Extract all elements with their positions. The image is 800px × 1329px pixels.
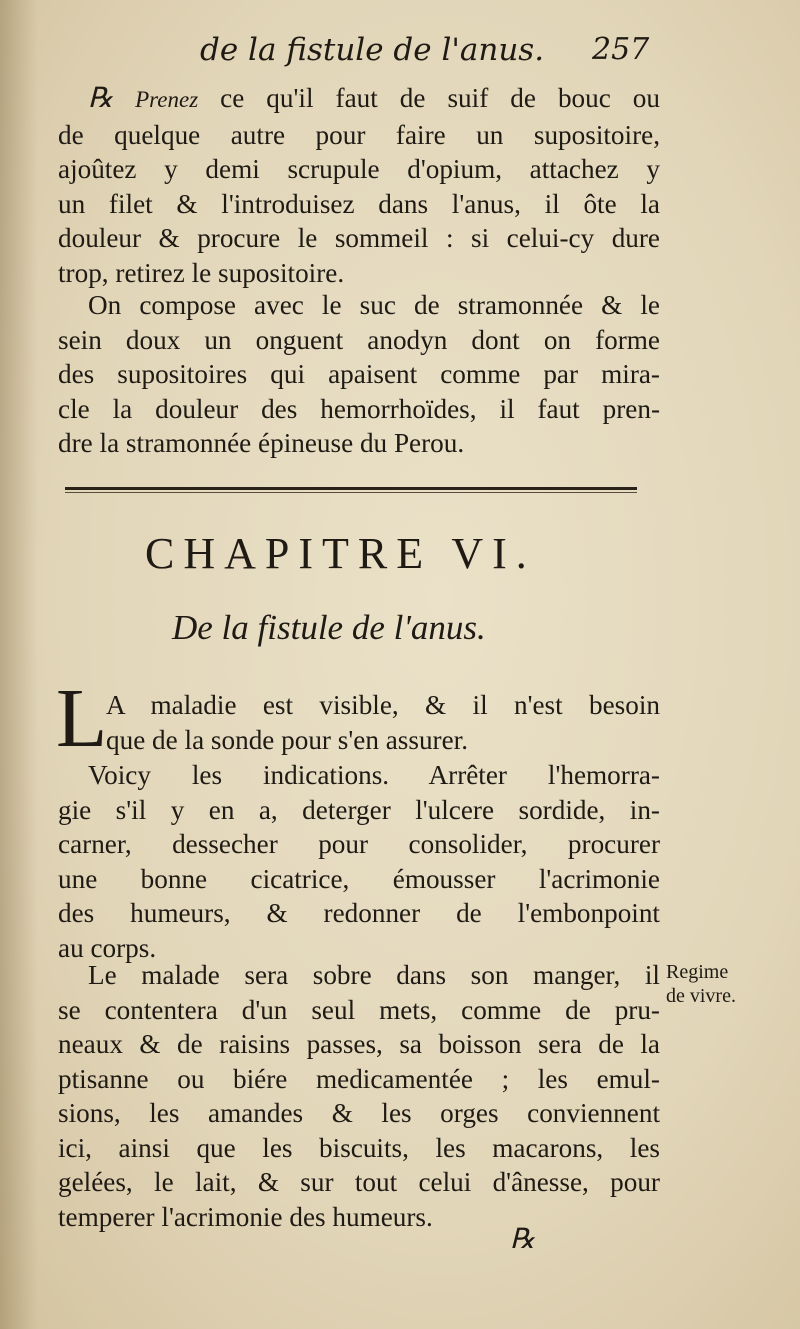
page-header [0, 28, 800, 78]
regimen-line: neaux & de raisins passes, sa boisson sera de la [58, 1029, 660, 1059]
regimen-line: ici, ainsi que les biscuits, les macarons, les [58, 1132, 660, 1163]
regimen-line: gelées, le lait, & sur tout celui d'ânesse, pour [58, 1167, 660, 1197]
regimen-line: temperer l'acrimonie des humeurs. [58, 1201, 433, 1232]
indications-line: des humeurs, & redonner de l'embonpoint [58, 898, 660, 928]
stramonium-paragraph [58, 288, 660, 461]
margin-note-line: de vivre. [666, 985, 736, 1007]
chapter-heading: CHAPITRE VI. [145, 529, 536, 578]
stramonium-line: dre la stramonnée épineuse du Perou. [58, 428, 465, 458]
recipe-line: un filet & l'introduisez dans l'anus, il ôte la [58, 188, 660, 219]
regimen-paragraph [58, 958, 660, 1234]
section-divider [65, 487, 637, 490]
recipe-line: ajoûtez y demi scrupule d'opium, attachez y [58, 154, 660, 184]
indications-line: une bonne cicatrice, émousser l'acrimonie [58, 863, 660, 894]
recipe-line: ℞ Prenez ce qu'il faut de suif de bouc ou [88, 83, 660, 114]
regimen-line: se contentera d'un seul mets, comme de pru- [58, 994, 660, 1025]
regimen-line: Le malade sera sobre dans son manger, il [88, 960, 660, 990]
indications-paragraph [58, 758, 660, 965]
first-paragraph-line: que de la sonde pour s'en assurer. [106, 724, 469, 755]
indications-line: carner, dessecher pour consolider, procurer [58, 829, 660, 859]
gutter-shadow [0, 0, 38, 1329]
recipe-paragraph [58, 81, 660, 290]
stramonium-line: On compose avec le suc de stramonnée & le [88, 290, 660, 320]
page-number: 257 [592, 32, 650, 67]
rx-symbol: ℞ [88, 83, 114, 114]
first-paragraph [106, 688, 660, 757]
recipe-line: de quelque autre pour faire un supositoire, [58, 119, 660, 150]
running-title: de la fistule de l'anus. [200, 32, 545, 68]
margin-note-line: Regime [666, 961, 729, 983]
section-divider-thin [65, 492, 637, 493]
drop-cap: L [56, 672, 108, 765]
stramonium-line: cle la douleur des hemorrhoïdes, il faut pren- [58, 393, 660, 424]
regimen-line: ptisanne ou biére medicamentée ; les emul- [58, 1063, 660, 1094]
indications-line: au corps. [58, 932, 157, 963]
recipe-line: douleur & procure le sommeil : si celui-cy dure [58, 223, 660, 253]
first-paragraph-line: A maladie est visible, & il n'est besoin [106, 690, 660, 720]
chapter-subtitle: De la fistule de l'anus. [172, 608, 486, 647]
regimen-line: sions, les amandes & les orges conviennent [58, 1098, 660, 1128]
catchword: ℞ [510, 1224, 536, 1255]
recipe-line: trop, retirez le supositoire. [58, 257, 345, 288]
stramonium-line: sein doux un onguent anodyn dont on forme [58, 324, 660, 355]
indications-line: gie s'il y en a, deterger l'ulcere sordide, in- [58, 794, 660, 825]
prenez-word: Prenez [135, 87, 199, 112]
indications-line: Voicy les indications. Arrêter l'hemorra- [88, 760, 660, 790]
stramonium-line: des supositoires qui apaisent comme par mira- [58, 359, 660, 389]
margin-note [666, 960, 736, 1008]
